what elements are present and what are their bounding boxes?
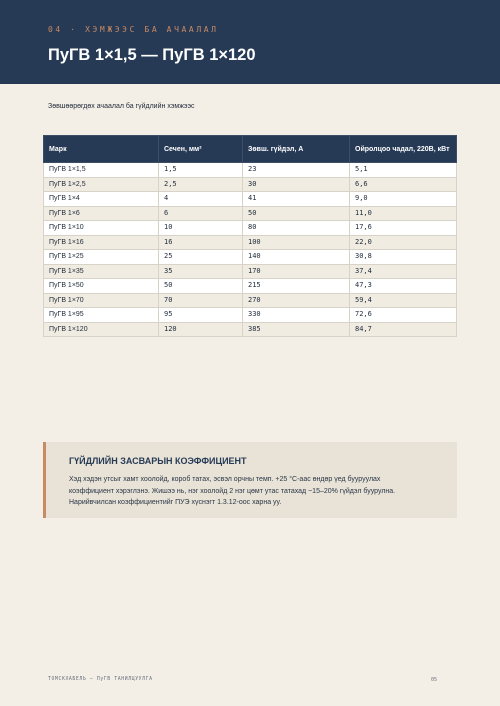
cell-power: 72,6: [350, 308, 457, 323]
cell-mark: ПуГВ 1×4: [44, 192, 159, 207]
cell-section: 1,5: [159, 163, 243, 178]
spec-table: [43, 135, 457, 337]
cell-current: 330: [243, 308, 350, 323]
cell-power: 84,7: [350, 322, 457, 337]
cell-mark: ПуГВ 1×95: [44, 308, 159, 323]
page-number: 05: [431, 677, 438, 683]
cell-section: 70: [159, 293, 243, 308]
cell-power: 6,6: [350, 177, 457, 192]
note-line: Нарийвчилсан коэффициентийг ПУЭ хүснэгт 1.3.12-оос харна уу.: [69, 499, 282, 506]
table-row: [44, 221, 457, 236]
cell-mark: ПуГВ 1×25: [44, 250, 159, 265]
section-kicker: 04 · ХЭМЖЭЭС БА АЧААЛАЛ: [48, 25, 219, 34]
footer-label: ТОМСКХАБЕЛЬ — ПуГВ ТАНИЛЦУУЛГА: [48, 677, 153, 682]
cell-section: 120: [159, 322, 243, 337]
cell-power: 59,4: [350, 293, 457, 308]
cell-mark: ПуГВ 1×6: [44, 206, 159, 221]
table-header-row: [44, 136, 457, 163]
cell-current: 100: [243, 235, 350, 250]
cell-power: 47,3: [350, 279, 457, 294]
cell-power: 5,1: [350, 163, 457, 178]
note-line: коэффициент хэрэглэнэ. Жишээ нь, нэг хоолойд 2 нэг цөмт утас татахад ~15–20% гүйдэл буурулна.: [69, 487, 396, 495]
table-row: [44, 250, 457, 265]
note-accent-bar: [43, 442, 46, 518]
cell-section: 6: [159, 206, 243, 221]
cell-section: 4: [159, 192, 243, 207]
table-row: [44, 308, 457, 323]
cell-current: 41: [243, 192, 350, 207]
table-row: [44, 177, 457, 192]
table-row: [44, 192, 457, 207]
cell-power: 30,8: [350, 250, 457, 265]
cell-current: 170: [243, 264, 350, 279]
cell-current: 30: [243, 177, 350, 192]
cell-section: 16: [159, 235, 243, 250]
cell-mark: ПуГВ 1×120: [44, 322, 159, 337]
col-header-power: Ойролцоо чадал, 220В, кВт: [350, 136, 457, 163]
table-row: [44, 206, 457, 221]
table-row: [44, 279, 457, 294]
cell-current: 215: [243, 279, 350, 294]
cell-current: 50: [243, 206, 350, 221]
table-caption: Зөвшөөрөгдөх ачаалал ба гүйдлийн хэмжээс: [48, 103, 195, 110]
cell-current: 23: [243, 163, 350, 178]
cell-mark: ПуГВ 1×2,5: [44, 177, 159, 192]
cell-section: 10: [159, 221, 243, 236]
page-title: ПуГВ 1×1,5 — ПуГВ 1×120: [48, 46, 256, 64]
cell-current: 140: [243, 250, 350, 265]
cell-power: 11,0: [350, 206, 457, 221]
cell-mark: ПуГВ 1×10: [44, 221, 159, 236]
col-header-mark: Марк: [44, 136, 159, 163]
cell-mark: ПуГВ 1×50: [44, 279, 159, 294]
cell-power: 9,0: [350, 192, 457, 207]
cell-power: 37,4: [350, 264, 457, 279]
cell-section: 35: [159, 264, 243, 279]
table-row: [44, 264, 457, 279]
cell-mark: ПуГВ 1×16: [44, 235, 159, 250]
table-row: [44, 322, 457, 337]
note-line: Хэд хэдэн утсыг хамт хоолойд, короб татах, эсвэл орчны темп. +25 °С-аас өндөр үед бууруулах: [69, 476, 381, 483]
table-row: [44, 235, 457, 250]
cell-power: 17,6: [350, 221, 457, 236]
cell-section: 25: [159, 250, 243, 265]
cell-mark: ПуГВ 1×35: [44, 264, 159, 279]
cell-mark: ПуГВ 1×1,5: [44, 163, 159, 178]
cell-section: 95: [159, 308, 243, 323]
cell-current: 385: [243, 322, 350, 337]
cell-section: 2,5: [159, 177, 243, 192]
correction-note: [43, 442, 457, 518]
table-row: [44, 293, 457, 308]
table-row: [44, 163, 457, 178]
cell-current: 80: [243, 221, 350, 236]
col-header-current: Зөвш. гүйдэл, А: [243, 136, 350, 163]
note-title: ГҮЙДЛИЙН ЗАСВАРЫН КОЭФФИЦИЕНТ: [69, 456, 247, 466]
col-header-section: Сечен, мм²: [159, 136, 243, 163]
cell-current: 270: [243, 293, 350, 308]
cell-section: 50: [159, 279, 243, 294]
page-header: [0, 0, 500, 84]
cell-mark: ПуГВ 1×70: [44, 293, 159, 308]
note-body: [69, 474, 451, 509]
cell-power: 22,0: [350, 235, 457, 250]
